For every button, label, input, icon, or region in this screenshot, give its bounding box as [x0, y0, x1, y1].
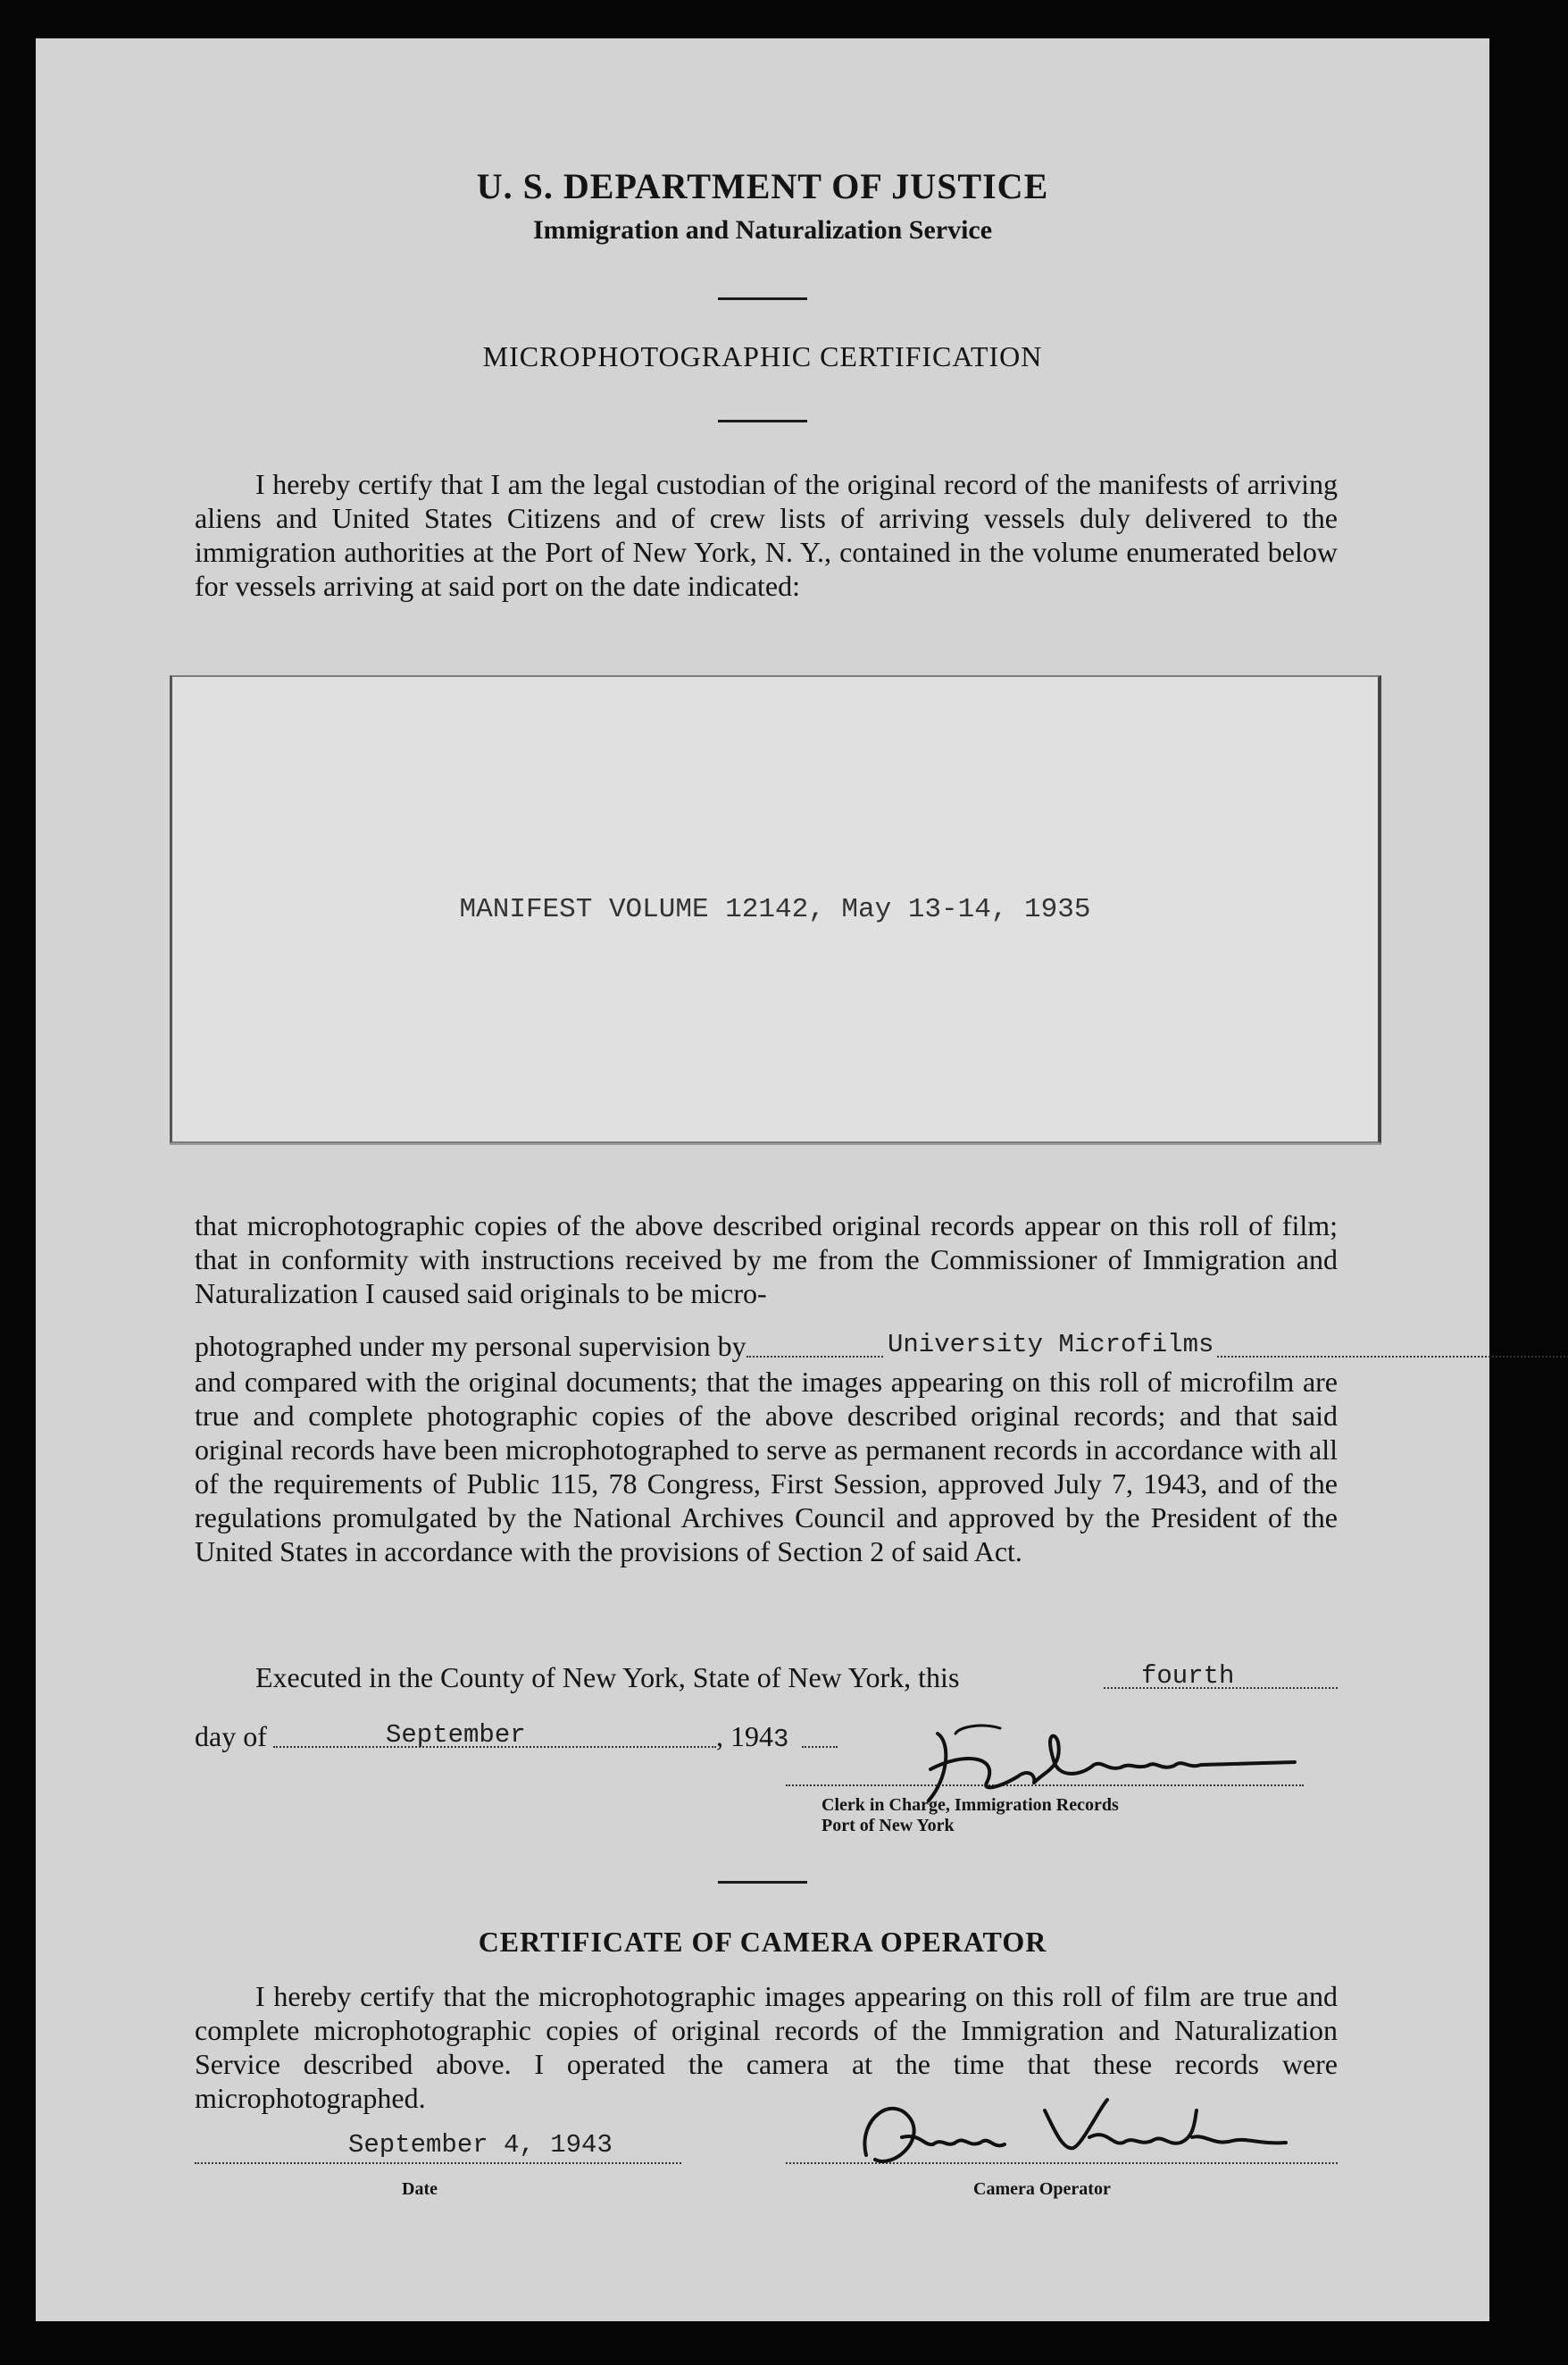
body-paragraph-part1: that microphotographic copies of the above described original records appear on this roll of film; that in conformity with instructions received by me from the Commissioner of Immigration and Naturalization I caused said originals to be micro-	[195, 1209, 1338, 1309]
photographer-value: University Microfilms	[884, 1330, 1217, 1359]
divider-rule	[718, 297, 807, 300]
camera-operator-signature	[839, 2084, 1304, 2182]
year-digit: 3	[773, 1725, 789, 1754]
service-subtitle: Immigration and Naturalization Service	[532, 215, 993, 245]
clerk-title-line1: Clerk in Charge, Immigration Records	[822, 1795, 1119, 1815]
year-text: , 194	[716, 1720, 773, 1752]
execution-month-value: September	[386, 1720, 526, 1750]
camera-operator-title: CERTIFICATE OF CAMERA OPERATOR	[478, 1926, 1047, 1958]
certificate-page	[36, 38, 1489, 2321]
date-label: Date	[402, 2179, 438, 2199]
camera-operator-label: Camera Operator	[973, 2179, 1111, 2199]
year-fill-line	[802, 1746, 838, 1748]
divider-rule	[718, 1881, 807, 1884]
certification-title: MICROPHOTOGRAPHIC CERTIFICATION	[482, 340, 1043, 372]
execution-day-value: fourth	[1141, 1661, 1235, 1691]
intro-paragraph: I hereby certify that I am the legal custodian of the original record of the manifests of arriving aliens and United States Citizens and of crew lists of arriving vessels duly delivered to the immigration authorities at the Port of New York, N. Y., contained in the volume enumerated below for vessels arriving at said port on the date indicated:	[195, 468, 1338, 602]
department-title: U. S. DEPARTMENT OF JUSTICE	[476, 166, 1049, 206]
date-fill-line	[195, 2162, 681, 2164]
photographed-prefix: photographed under my personal supervision by	[195, 1330, 746, 1362]
execution-year	[716, 1720, 788, 1754]
execution-line	[255, 1661, 959, 1694]
volume-box	[170, 675, 1381, 1143]
camera-date-value: September 4, 1943	[348, 2130, 613, 2160]
execution-prefix: Executed in the County of New York, State of New York, this	[255, 1661, 960, 1693]
manifest-volume-text: MANIFEST VOLUME 12142, May 13-14, 1935	[459, 894, 1091, 925]
divider-rule	[718, 420, 807, 422]
day-of-label: day of	[195, 1720, 267, 1752]
body-paragraph-part2: and compared with the original documents; that the images appearing on this roll of microfilm are true and complete photographic copies of the above described original records; and that said original records have been microphotographed to serve as permanent records in accordance with all of the requirements of Public 115, 78 Congress, First Session, approved July 7, 1943, and of the regulations promulgated by the National Archives Council and approved by the President of the United States in accordance with the provisions of Section 2 of said Act.	[195, 1366, 1338, 1567]
camera-operator-paragraph: I hereby certify that the microphotographic images appearing on this roll of film are true and complete microphotographic copies of original records of the Immigration and Naturalization Service described above. I operated the camera at the time that these records were microphotographed.	[195, 1980, 1338, 2114]
clerk-title-line2: Port of New York	[822, 1816, 955, 1835]
